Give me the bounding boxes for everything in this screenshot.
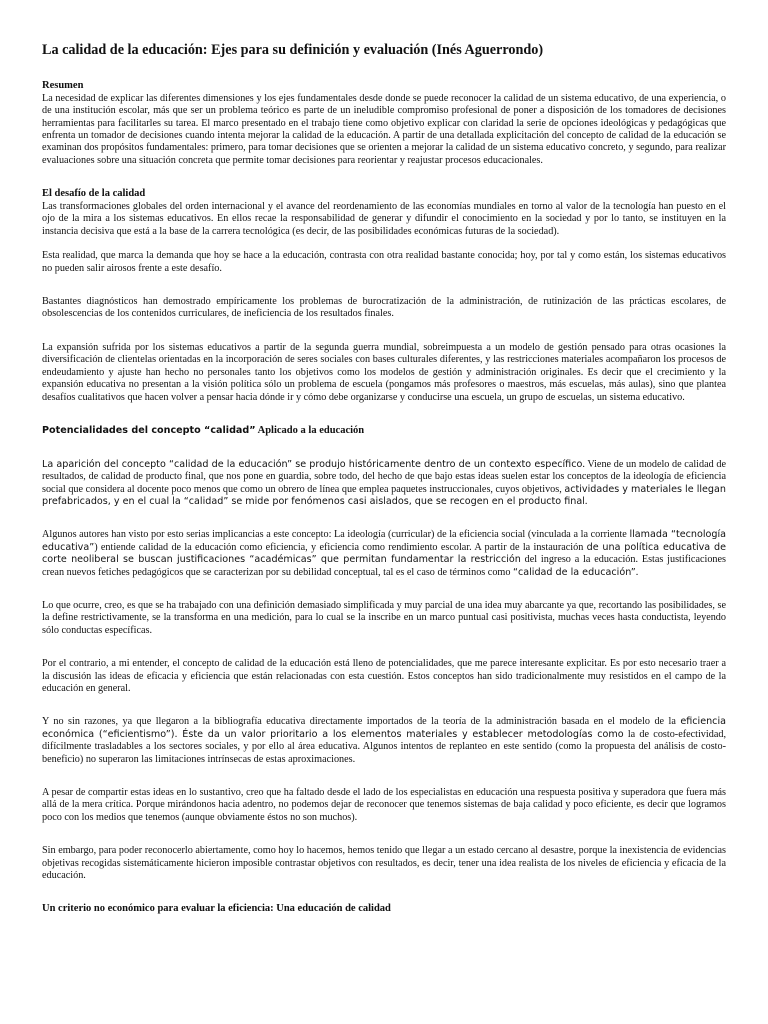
section-heading-desafio: El desafío de la calidad [42, 188, 146, 200]
text-run: llamada “tecnología educativa” [42, 529, 727, 553]
text-run: . [584, 495, 588, 507]
paragraph: La necesidad de explicar las diferentes dimensiones y los ejes fundamentales desde donde se puede reconocer la calidad de un sistema educativo, de una experiencia, o de una institución escolar, más que ser un problema teórico es parte de un ineludible compromiso profesional de poner a disposición de los tomadores de decisiones herramientas para facilitarles su tarea. El marco presentado en el trabajo tiene como objetivo explicar con claridad la serie de opciones ideológicas y pedagógicas que enfrenta un tomador de decisiones cuando intenta mejorar la calidad de la educación. A partir de una detallada explicitación del concepto de calidad de la educación se examinan dos propósitos fundamentales: primero, para tomar decisiones que se orienten a mejorar la calidad de un sistema educativo concreto, y segundo, para realizar evaluaciones sobre una situación concreta que permite tomar decisiones para reorientar y reajustar procesos educacionales. [42, 92, 726, 166]
paragraph: Sin embargo, para poder reconocerlo abiertamente, como hoy lo hacemos, hemos tenido que llegar a un estado cercano al desastre, porque la inexistencia de evidencias objetivas recogidas sistemáticamente hicieron imposible contrastar objetivos con resultados, es decir, tener una idea realista de los niveles de eficiencia y eficacia de la educación. [42, 845, 726, 882]
section-heading-criterio: Un criterio no económico para evaluar la eficiencia: Una educación de calidad [42, 903, 391, 915]
paragraph [42, 459, 726, 509]
text-run: eficiencia económica (“eficientismo”). Éste da un valor prioritario a los elementos materiales y establecer metodologías como [42, 716, 726, 740]
text-run: . [635, 566, 639, 578]
text-run: Algunos autores han visto por esto serias implicancias a este concepto: La ideología (curricular) de la eficiencia social (vinculada a la corriente [42, 529, 630, 541]
text-run: actividades y materiales le llegan prefabricados, y en el cual la “calidad” se mide por fenómenos casi aislados, que se recogen en el producto final [42, 483, 726, 507]
heading-part: Potencialidades del concepto “calidad” [42, 424, 256, 436]
paragraph [42, 716, 726, 766]
paragraph: Lo que ocurre, creo, es que se ha trabajado con una definición demasiado simplificada y muy parcial de una idea muy abarcante ya que, recortando las posibilidades, se la define restrictivamente, se la transforma en una medición, para lo cual se la inscribe en un marco puntual casi positivista, muchas veces hasta conductista, leyendo sólo conductas específicas. [42, 599, 726, 636]
text-run: “calidad de la educación” [512, 566, 636, 578]
paragraph: La expansión sufrida por los sistemas educativos a partir de la segunda guerra mundial, sobreimpuesta a un modelo de gestión pensado para otras ocasiones la diversificación de clientelas orientadas en la incorporación de seres sociales con bases culturales diferentes, y las restricciones materiales acompañaron los procesos de endeudamiento y ajuste han hecho no personales tanto los objetivos como los modelos de gestión y administración originales. Es decir que el crecimiento y la expansión educativa no presentan a la visión política sólo un problema de escuela (pongamos más profesores o maestros, más escuelas, más aulas), sino que plantea desafíos cualitativos que hacen volver a pensar hacia dónde ir y cómo debe organizarse y conducirse una escuela, un grupo de escuelas, un sistema educativo. [42, 341, 726, 403]
text-run: ) entiende calidad de la educación como eficiencia, y eficiencia como rendimiento escolar. A partir de la instauración [94, 541, 587, 553]
paragraph: A pesar de compartir estas ideas en lo sustantivo, creo que ha faltado desde el lado de los especialistas en educación una respuesta positiva y superadora que fuera más allá de la mera crítica. Porque mirándonos hacia adentro, no podemos dejar de reconocer que tenemos sistemas de baja calidad y poco eficiente, es decir que logramos poco con los medios que tenemos (aunque obviamente éstos no son muchos). [42, 787, 726, 823]
paragraph: Por el contrario, a mi entender, el concepto de calidad de la educación está lleno de potencialidades, que me parece interesante explicitar. Es por esto necesario traer a la discusión las ideas de eficacia y eficiencia que están relacionadas con esta cuestión. Estos conceptos han sido tradicionalmente muy resistidos en el campo de la educación en general. [42, 658, 726, 694]
document-title: La calidad de la educación: Ejes para su definición y evaluación (Inés Aguerrondo) [42, 42, 544, 58]
text-run: del ingreso a la educación. Estas justificaciones crean nuevos fetiches pedagógicos que se caracterizan por su debilidad conceptual, tal es el caso de términos como [42, 554, 727, 578]
paragraph: Las transformaciones globales del orden internacional y el avance del reordenamiento de las economías mundiales en torno al valor de la tecnología han puesto en el ojo de la mira a los sistemas educativos. En ellos recae la responsabilidad de generar y difundir el conocimiento en la sociedad y por lo tanto, se instituyen en la instancia decisiva que está a la base de la carrera tecnológica (es decir, de las posibilidades económicas futuras de la sociedad). [42, 201, 726, 237]
text-run: . Viene de un modelo de calidad de resultados, de calidad de producto final, que nos pone en guardia, sobre todo, del hecho de que bajo estas ideas suelen estar los conceptos de la ideología de eficiencia social que considera al docente poco menos que como un obrero de línea que emplea paquetes instruccionales, cuyos objetivos, [42, 458, 726, 495]
text-run: Y no sin razones, ya que llegaron a la bibliografía educativa directamente importados de la teoría de la administración basada en el modelo de la [42, 716, 681, 728]
section-heading-resumen: Resumen [42, 80, 84, 91]
section-heading-potencialidades [42, 425, 726, 438]
heading-part: Aplicado a la educación [255, 424, 365, 436]
paragraph: Esta realidad, que marca la demanda que hoy se hace a la educación, contrasta con otra realidad bastante conocida; hoy, por tal y como están, los sistemas educativos no pueden salir airosos frente a este desafío. [42, 250, 726, 274]
paragraph [42, 529, 726, 579]
text-run: La aparición del concepto “calidad de la educación” se produjo históricamente dentro de un contexto específico [42, 458, 583, 470]
paragraph: Bastantes diagnósticos han demostrado empíricamente los problemas de burocratización de la administración, de rutinización de las prácticas escolares, de obsolescencias de los contenidos curriculares, de ineficiencia de los resultados finales. [42, 296, 726, 320]
text-run: la de costo-efectividad, difícilmente trasladables a los sectores sociales, y por ello al área educativa. Algunos intentos de replanteo en este sentido (como la propuesta del análisis de costo-beneficio) no superaron las limitaciones intrínsecas de estas aproximaciones. [42, 728, 726, 765]
text-run: de una política educativa de corte neoliberal se buscan justificaciones “académicas” que permitan fundamentar la restricción [42, 541, 726, 566]
